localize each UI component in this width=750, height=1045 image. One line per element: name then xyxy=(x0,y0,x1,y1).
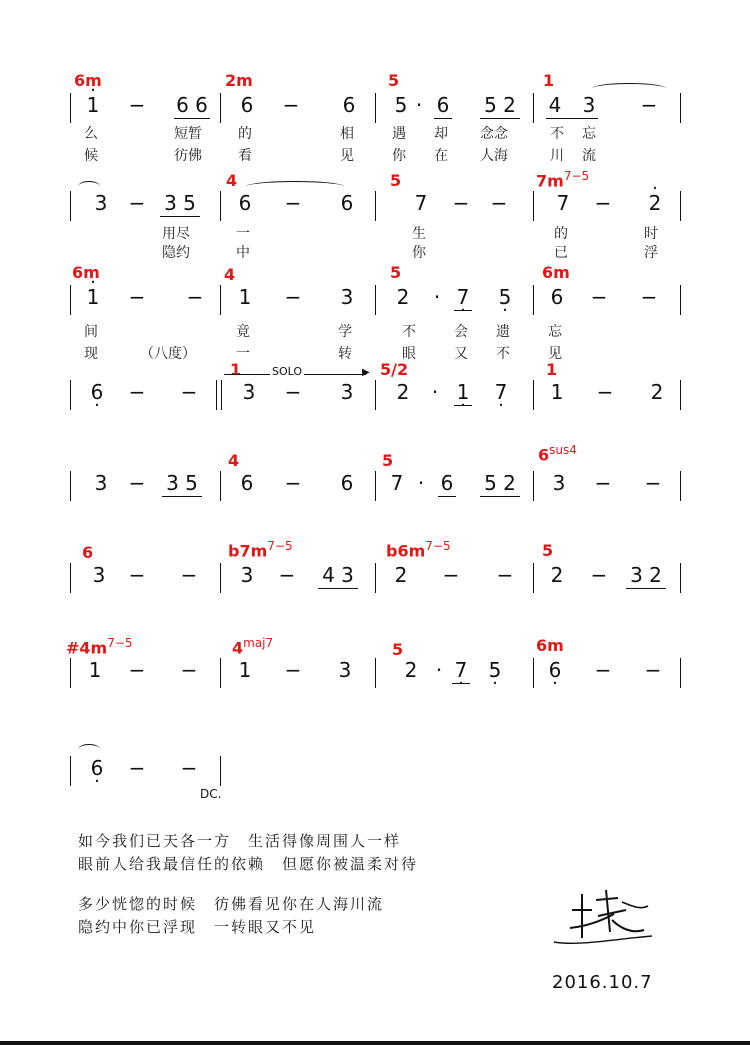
underline xyxy=(318,588,358,589)
chord-label: 1 xyxy=(230,360,242,379)
note: 3 xyxy=(92,563,106,587)
barline xyxy=(680,93,681,123)
chord-label: 1 xyxy=(546,360,558,379)
underline xyxy=(480,496,520,497)
underline xyxy=(454,310,472,311)
dc-marking: DC. xyxy=(200,787,222,801)
barline xyxy=(680,658,681,688)
note: 3 xyxy=(582,93,596,117)
lyric: 念念 xyxy=(480,126,508,142)
barline xyxy=(375,191,376,221)
staff-line-1 xyxy=(70,71,682,164)
note: − xyxy=(128,756,146,780)
barline xyxy=(220,471,221,501)
barline xyxy=(70,756,71,786)
chord-label: 6m xyxy=(542,263,570,282)
note: · xyxy=(415,93,423,117)
lyric: 见 xyxy=(548,346,562,362)
prose-line-1: 如今我们已天各一方 生活得像周围人一样 xyxy=(78,832,402,850)
barline xyxy=(533,285,534,315)
note: 3 xyxy=(240,563,254,587)
lyric: 却 xyxy=(434,126,448,142)
staff-line-4 xyxy=(70,360,682,420)
note: 3 xyxy=(242,380,256,404)
chord-label: 6 xyxy=(82,543,94,562)
note: 7 · xyxy=(452,660,470,680)
note: 3 xyxy=(338,658,352,682)
chord-label: 4 xyxy=(228,451,240,470)
lyric: 一 xyxy=(236,226,250,242)
note: − xyxy=(128,380,146,404)
chord-label: $7m^{7-5}$ xyxy=(536,169,590,191)
barline xyxy=(70,93,71,123)
note: − xyxy=(284,191,302,215)
note: − xyxy=(644,471,662,495)
barline xyxy=(70,380,71,410)
note: − xyxy=(284,380,302,404)
barline xyxy=(680,380,681,410)
note: 3 xyxy=(340,380,354,404)
solo-arrowhead: ▶ xyxy=(362,367,370,378)
tie xyxy=(78,744,100,755)
note: · 1 xyxy=(84,287,102,307)
lyric: 你 xyxy=(412,245,426,261)
note: · xyxy=(417,471,425,495)
note: − xyxy=(128,285,146,309)
lyric: 么 xyxy=(84,126,98,142)
lyric: 在 xyxy=(434,148,448,164)
note: 2 xyxy=(394,563,408,587)
lyric: 的 xyxy=(238,126,252,142)
note: 4 3 xyxy=(322,563,354,587)
note: − xyxy=(594,191,612,215)
chord-label: 4 xyxy=(226,171,238,190)
note: 7 xyxy=(556,191,570,215)
lyric: 生 xyxy=(412,226,426,242)
lyric: 短暂 xyxy=(174,126,202,142)
note: − xyxy=(128,191,146,215)
note: 3 xyxy=(94,471,108,495)
staff-line-6 xyxy=(70,539,682,603)
chord-label: 5 xyxy=(542,541,554,560)
note: 6 xyxy=(340,191,354,215)
note: 3 5 xyxy=(166,471,198,495)
staff-line-5 xyxy=(70,443,682,511)
lyric: 眼 xyxy=(402,346,416,362)
chord-label: 6m xyxy=(72,263,100,282)
note: 1 xyxy=(238,285,252,309)
barline xyxy=(533,380,534,410)
underline xyxy=(452,683,470,684)
handwritten-signature xyxy=(548,880,658,960)
note: − xyxy=(180,658,198,682)
barline xyxy=(375,380,376,410)
lyric: 川 xyxy=(550,148,564,164)
note: − xyxy=(596,380,614,404)
note: − xyxy=(128,93,146,117)
chord-label: $4^{maj7}$ xyxy=(232,636,274,658)
note: − xyxy=(284,471,302,495)
prose-line-4: 隐约中你已浮现 一转眼又不见 xyxy=(78,918,317,936)
note: − xyxy=(442,563,460,587)
lyric: 不 xyxy=(496,346,510,362)
lyric: 人海 xyxy=(480,148,508,164)
barline xyxy=(220,658,221,688)
chord-label: $\#4m^{7-5}$ xyxy=(66,636,133,658)
barline xyxy=(533,191,534,221)
note: − xyxy=(594,471,612,495)
underline xyxy=(438,496,456,497)
lyric: 时 xyxy=(644,226,658,242)
note: − xyxy=(186,285,204,309)
barline xyxy=(220,191,221,221)
note: 7 · xyxy=(492,382,510,402)
chord-label: 5 xyxy=(382,451,394,470)
underline xyxy=(480,118,520,119)
note: − xyxy=(496,563,514,587)
note: − xyxy=(128,471,146,495)
note: 3 xyxy=(340,285,354,309)
note: − xyxy=(128,658,146,682)
barline xyxy=(680,471,681,501)
note: 2 xyxy=(404,658,418,682)
lyric: 会 xyxy=(454,324,468,340)
lyric: 遇 xyxy=(392,126,406,142)
note: 6 xyxy=(238,191,252,215)
barline xyxy=(375,658,376,688)
note: 6 xyxy=(440,471,454,495)
chord-label: 5 xyxy=(390,263,402,282)
note: 3 2 xyxy=(630,563,662,587)
barline xyxy=(375,285,376,315)
lyric: 又 xyxy=(454,346,468,362)
note: 3 5 xyxy=(164,191,196,215)
bottom-border xyxy=(0,1041,750,1045)
note: 5 · xyxy=(486,660,504,680)
lyric: 相 xyxy=(340,126,354,142)
note: 5 · xyxy=(496,287,514,307)
barline xyxy=(533,471,534,501)
chord-label: 5/2 xyxy=(380,360,409,379)
staff-line-2 xyxy=(70,169,682,261)
note: − xyxy=(180,563,198,587)
chord-label: 6m xyxy=(536,636,564,655)
underline xyxy=(160,216,200,217)
barline xyxy=(70,658,71,688)
chord-label: $b6m^{7-5}$ xyxy=(386,539,451,561)
lyric: 忘 xyxy=(548,324,562,340)
note: · xyxy=(433,285,441,309)
barline xyxy=(70,285,71,315)
note: − xyxy=(278,563,296,587)
chord-label: $6^{sus4}$ xyxy=(538,443,577,465)
lyric: 忘 xyxy=(582,126,596,142)
underline xyxy=(434,118,452,119)
lyric: 竟 xyxy=(236,324,250,340)
underline xyxy=(174,118,210,119)
lyric: 中 xyxy=(236,245,250,261)
tie xyxy=(246,181,344,192)
note: 6 · xyxy=(546,660,564,680)
note: 1 · xyxy=(454,382,472,402)
underline xyxy=(162,496,202,497)
lyric: 彷佛 xyxy=(174,148,202,164)
staff-line-7 xyxy=(66,636,682,698)
chord-label: $b7m^{7-5}$ xyxy=(228,539,293,561)
lyric: 现 xyxy=(84,346,98,362)
lyric: 隐约 xyxy=(162,245,190,261)
note: 1 xyxy=(88,658,102,682)
lyric: 候 xyxy=(84,148,98,164)
note: − xyxy=(590,563,608,587)
lyric: 转 xyxy=(338,346,352,362)
note: 1 xyxy=(550,380,564,404)
note: − xyxy=(282,93,300,117)
underline xyxy=(626,588,666,589)
barline xyxy=(533,563,534,593)
chord-label: 5 xyxy=(392,640,404,659)
note: · xyxy=(431,380,439,404)
lyric: 见 xyxy=(340,148,354,164)
note: 6 xyxy=(550,285,564,309)
barline xyxy=(680,563,681,593)
chord-label: 6m xyxy=(74,71,102,90)
barline xyxy=(220,563,221,593)
note: 7 · xyxy=(454,287,472,307)
barline xyxy=(70,191,71,221)
prose-line-2: 眼前人给我最信任的依赖 但愿你被温柔对待 xyxy=(78,855,419,873)
note: 6 6 xyxy=(176,93,208,117)
note: 6 xyxy=(342,93,356,117)
note: 6 · xyxy=(88,382,106,402)
barline xyxy=(220,756,221,786)
note: 3 xyxy=(94,191,108,215)
lyric: 你 xyxy=(392,148,406,164)
note: − xyxy=(594,658,612,682)
note: 6 xyxy=(340,471,354,495)
lyric: （八度） xyxy=(140,346,196,362)
barline xyxy=(375,563,376,593)
note: − xyxy=(640,285,658,309)
double-barline xyxy=(216,380,222,410)
chord-label: 5 xyxy=(390,171,402,190)
note: − xyxy=(640,93,658,117)
note: · xyxy=(435,658,443,682)
barline xyxy=(533,93,534,123)
note: 3 xyxy=(552,471,566,495)
note: 2 xyxy=(396,380,410,404)
lyric: 用尽 xyxy=(162,226,190,242)
lyric: 学 xyxy=(338,324,352,340)
underline xyxy=(546,118,598,119)
note: 7 xyxy=(390,471,404,495)
solo-label: SOLO xyxy=(272,365,303,378)
note: − xyxy=(284,658,302,682)
note: 2 xyxy=(650,380,664,404)
barline xyxy=(220,93,221,123)
staff-line-8 xyxy=(70,748,682,796)
chord-label: 5 xyxy=(388,71,400,90)
signature-date: 2016.10.7 xyxy=(552,972,653,993)
note: − xyxy=(644,658,662,682)
note: 2 xyxy=(550,563,564,587)
note: − xyxy=(590,285,608,309)
underline xyxy=(454,405,472,406)
lyric: 不 xyxy=(402,324,416,340)
note: − xyxy=(490,191,508,215)
lyric: 间 xyxy=(84,324,98,340)
note: 5 2 xyxy=(484,471,516,495)
lyric: 遗 xyxy=(496,324,510,340)
lyric: 浮 xyxy=(644,245,658,261)
chord-label: 2m xyxy=(225,71,253,90)
chord-label: 4 xyxy=(224,265,236,284)
barline xyxy=(375,93,376,123)
barline xyxy=(680,285,681,315)
note: 6 xyxy=(240,471,254,495)
barline xyxy=(70,471,71,501)
tie xyxy=(592,83,666,94)
barline xyxy=(680,191,681,221)
chord-label: 1 xyxy=(543,71,555,90)
note: − xyxy=(128,563,146,587)
staff-line-3 xyxy=(70,263,682,362)
note: 4 xyxy=(548,93,562,117)
note: 7 xyxy=(414,191,428,215)
note: 6 xyxy=(436,93,450,117)
note: 6 · xyxy=(88,758,106,778)
barline xyxy=(220,285,221,315)
lyric: 一 xyxy=(236,346,250,362)
barline xyxy=(375,471,376,501)
note: 6 xyxy=(240,93,254,117)
note: 5 2 xyxy=(484,93,516,117)
note: 5 xyxy=(394,93,408,117)
note: 2 xyxy=(396,285,410,309)
lyric: 看 xyxy=(238,148,252,164)
lyric: 已 xyxy=(554,245,568,261)
barline xyxy=(533,658,534,688)
note: − xyxy=(180,756,198,780)
note: − xyxy=(284,285,302,309)
prose-line-3: 多少恍惚的时候 彷佛看见你在人海川流 xyxy=(78,895,385,913)
note: · 1 xyxy=(84,95,102,115)
note: − xyxy=(452,191,470,215)
lyric: 流 xyxy=(582,148,596,164)
note: − xyxy=(180,380,198,404)
barline xyxy=(70,563,71,593)
note: · 2 xyxy=(646,193,664,213)
lyric: 不 xyxy=(550,126,564,142)
lyric: 的 xyxy=(554,226,568,242)
note: 1 xyxy=(238,658,252,682)
